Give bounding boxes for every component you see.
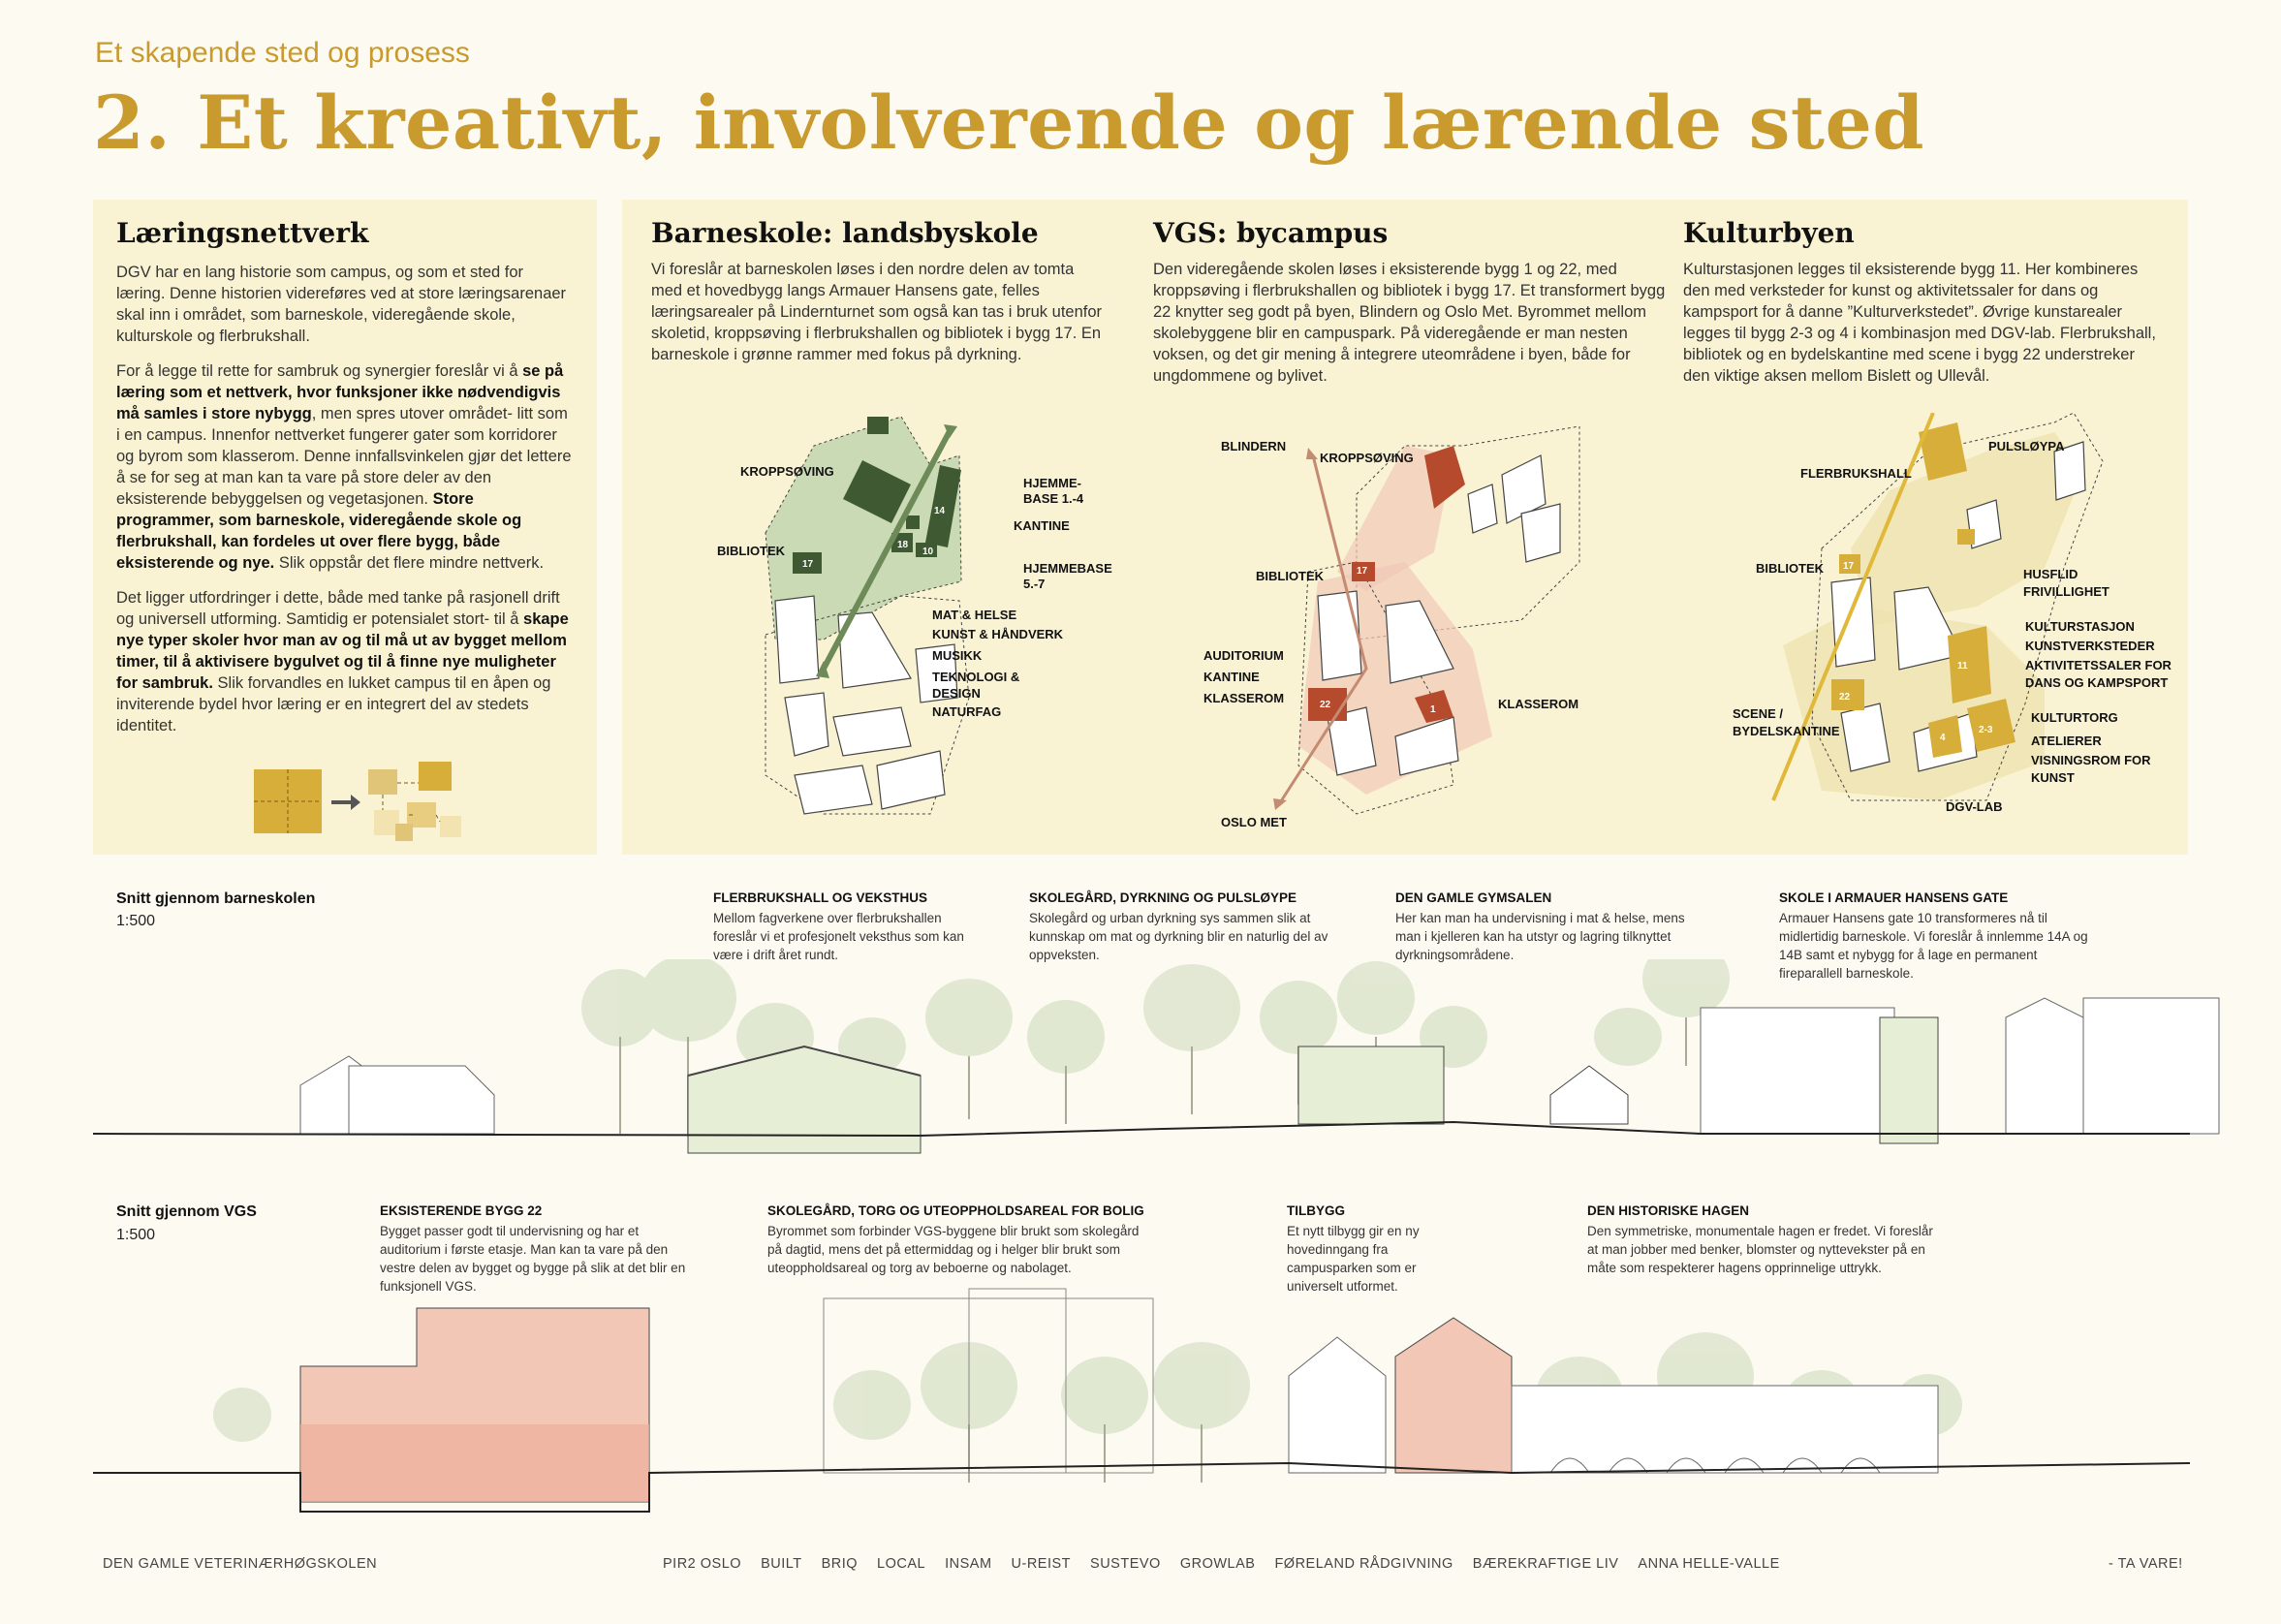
partner-name: GROWLAB <box>1179 1556 1256 1572</box>
partner-name: FØRELAND RÅDGIVNING <box>1274 1556 1453 1572</box>
learning-network-panel <box>93 200 597 855</box>
partner-name: BÆREKRAFTIGE LIV <box>1472 1556 1619 1572</box>
kulturbyen-column <box>1683 217 2168 387</box>
partner-name: LOCAL <box>877 1556 926 1572</box>
map-label: 5.-7 <box>1023 577 1046 591</box>
learning-p1: DGV har en lang historie som campus, og som et sted for læring. Denne historien videreføres ved at store læringsarenaer skal inn i området, som barneskole, videregående skole, kulturskole og flerbrukshall. <box>116 264 567 345</box>
map-label: DANS OG KAMPSPORT <box>2025 675 2169 690</box>
section1-title: Snitt gjennom barneskolen <box>116 890 316 907</box>
map-label: KROPPSØVING <box>740 464 834 479</box>
partner-name: BUILT <box>761 1556 802 1572</box>
section2-annotation: EKSISTERENDE BYGG 22 Bygget passer godt til undervisning og har et auditorium i første etasje. Man kan ta vare på den vestre delen av bygget og bygge på slik at det blir en funksjonell VGS. <box>380 1203 686 1294</box>
page-subtitle: Et skapende sted og prosess <box>95 37 470 69</box>
section2-annotation: DEN HISTORISKE HAGEN Den symmetriske, monumentale hagen er fredet. Vi foreslår at man jobber med benker, blomster og nyttevekster på en måte som respekterer hagens opprinnelige uttrykk. <box>1587 1203 1933 1275</box>
section1-annotation: SKOLE I ARMAUER HANSENS GATE Armauer Hansens gate 10 transformeres nå til midlertidig barneskole. Vi foreslår å innlemme 14A og 14B samt et nybygg for å lage en permanent fireparallell barneskole. <box>1779 890 2088 981</box>
map-label: KULTURSTASJON <box>2025 619 2135 634</box>
map-label: DESIGN <box>932 686 981 701</box>
barneskole-text: Vi foreslår at barneskolen løses i den nordre delen av tomta med et hovedbygg langs Armauer Hansens gate, felles læringsarealer på Lindernturnet som også kan tas i bruk utenfor skoletid, kroppsøving i flerbrukshallen og bibliotek i bygg 17. En barneskole i grønne rammer med fokus på dyrkning. <box>651 261 1103 363</box>
section1-annotation: FLERBRUKSHALL OG VEKSTHUS Mellom fagverkene over flerbrukshallen foreslår vi et profesjonelt veksthus som kan være i drift året rundt. <box>713 890 964 962</box>
map-label: PULSLØYPA <box>1988 439 2065 453</box>
map-label: OSLO MET <box>1221 815 1287 829</box>
map-label: HUSFLID <box>2023 567 2078 581</box>
map-label: BYDELSKANTINE <box>1733 724 1840 738</box>
map-label: BIBLIOTEK <box>1756 561 1825 576</box>
vgs-column <box>1153 217 1676 387</box>
svg-text:17: 17 <box>1357 566 1368 577</box>
map-label: BIBLIOTEK <box>717 544 786 558</box>
svg-text:22: 22 <box>1839 692 1851 703</box>
svg-text:17: 17 <box>802 559 814 570</box>
learning-p3: Det ligger utfordringer i dette, både med tanke på rasjonell drift og universell utforming. Samtidig er potensialet stort- til å skape nye typer skoler hvor man av og til må ut av bygget mellom timer, til å aktivisere bygulvet og til å finne nye muligheter for sambruk. Slik forvandles en lukket campus til en åpen og inviterende bydel hvor læring er en integrert del av stedets identitet. <box>116 589 569 734</box>
section2-title: Snitt gjennom VGS <box>116 1203 257 1220</box>
map-label: TEKNOLOGI & <box>932 670 1020 684</box>
vgs-heading: VGS: bycampus <box>1153 217 1389 249</box>
section2-drawing <box>0 1279 2281 1531</box>
section2-scale: 1:500 <box>116 1227 156 1243</box>
svg-text:4: 4 <box>1940 733 1946 743</box>
map-label: KUNST <box>2031 770 2075 785</box>
page-title: 2. Et kreativt, involverende og lærende sted <box>93 79 1924 166</box>
footer-left: DEN GAMLE VETERINÆRHØGSKOLEN <box>103 1556 378 1572</box>
footer-right: - TA VARE! <box>2109 1556 2183 1572</box>
learning-p2: For å legge til rette for sambruk og synergier foreslår vi å se på læring som et nettverk, hvor funksjoner ikke nødvendigvis må samles i store nybygg, men spres utover området- litt som i en campus. Innenfor nettverket fungerer gater som korridorer og byrom som klasserom. Denne innfallsvinkelen gjør det lettere å se for seg at man kan ta vare på store deler av den eksisterende bebyggelsen og vegetasjonen. Store programmer, som barneskole, videregående skole og flerbrukshall, kan fordeles ut over flere bygg, både eksisterende og nye. Slik oppstår det flere mindre nettverk. <box>116 362 572 572</box>
partner-name: ANNA HELLE-VALLE <box>1638 1556 1780 1572</box>
map-label: KROPPSØVING <box>1320 451 1414 465</box>
partner-name: U-REIST <box>1011 1556 1072 1572</box>
map-label: ATELIERER <box>2031 734 2102 748</box>
barneskole-map <box>707 407 1114 833</box>
learning-network-text <box>116 262 576 736</box>
partner-name: INSAM <box>945 1556 992 1572</box>
map-label: HJEMME- <box>1023 476 1081 490</box>
map-label: FLERBRUKSHALL <box>1800 466 1912 481</box>
section2-annotation: SKOLEGÅRD, TORG OG UTEOPPHOLDSAREAL FOR BOLIG Byrommet som forbinder VGS-byggene blir brukt som skolegård på dagtid, mens det på ettermiddag og i helger blir brukt som uteoppholdsareal og torg av beboerne og nabolaget. <box>767 1203 1144 1275</box>
svg-text:1: 1 <box>1430 704 1436 715</box>
kulturbyen-map <box>1733 413 2172 820</box>
map-label: KULTURTORG <box>2031 710 2118 725</box>
partner-name: SUSTEVO <box>1090 1556 1161 1572</box>
kulturbyen-text: Kulturstasjonen legges til eksisterende bygg 11. Her kombineres den med verksteder for kunst og aktivitetssaler for dans og kampsport for å danne ”Kulturverkstedet”. Øvrige kunstarealer legges til bygg 2-3 og 4 i kombinasjon med DGV-lab. Flerbrukshall, bibliotek og en bydelskantine med scene i bygg 22 understreker den viktige aksen mellom Bislett og Ullevål. <box>1683 261 2156 385</box>
map-label: KLASSEROM <box>1498 697 1579 711</box>
section1-scale: 1:500 <box>116 913 156 929</box>
partner-name: PIR2 OSLO <box>663 1556 742 1572</box>
map-label: KANTINE <box>1203 670 1260 684</box>
svg-text:22: 22 <box>1320 700 1331 710</box>
section1-drawing <box>0 959 2281 1182</box>
map-label: KANTINE <box>1014 518 1070 533</box>
map-label: DGV-LAB <box>1946 799 2003 814</box>
partner-list <box>663 1556 1780 1572</box>
svg-text:11: 11 <box>1957 661 1968 671</box>
map-label: KUNSTVERKSTEDER <box>2025 639 2155 653</box>
map-label: BLINDERN <box>1221 439 1287 453</box>
kulturbyen-heading: Kulturbyen <box>1683 217 1855 249</box>
svg-text:17: 17 <box>1843 561 1855 572</box>
vgs-text: Den videregående skolen løses i eksisterende bygg 1 og 22, med kroppsøving i flerbrukshallen og bibliotek i bygg 17. Et transformert bygg 22 knytter seg godt på byen, Blindern og Oslo Met. Byrommet mellom skolebyggene blir en campuspark. På videregående er man nesten voksen, og det gir mening å integrere uteområdene i byen, både for ungdommene og bylivet. <box>1153 261 1666 385</box>
section1-annotation: SKOLEGÅRD, DYRKNING OG PULSLØYPE Skolegård og urban dyrkning sys sammen slik at kunnskap om mat og dyrkning blir en naturlig del av oppveksten. <box>1029 890 1328 962</box>
map-label: AUDITORIUM <box>1203 648 1284 663</box>
map-label: VISNINGSROM FOR <box>2031 753 2151 767</box>
map-label: KUNST & HÅNDVERK <box>932 627 1064 641</box>
barneskole-column <box>651 217 1107 365</box>
vgs-map <box>1203 426 1599 833</box>
map-label: AKTIVITETSSALER FOR <box>2025 658 2172 672</box>
barneskole-heading: Barneskole: landsbyskole <box>651 217 1039 249</box>
learning-network-heading: Læringsnettverk <box>116 217 369 249</box>
map-label: BIBLIOTEK <box>1256 569 1325 583</box>
map-label: FRIVILLIGHET <box>2023 584 2109 599</box>
section1-annotation: DEN GAMLE GYMSALEN Her kan man ha undervisning i mat & helse, mens man i kjelleren kan ha utstyr og lagring tilknyttet dyrkningsområdene. <box>1395 890 1685 962</box>
svg-text:18: 18 <box>897 540 909 550</box>
svg-text:2-3: 2-3 <box>1979 725 1993 735</box>
map-label: MAT & HELSE <box>932 608 1017 622</box>
map-label: KLASSEROM <box>1203 691 1285 705</box>
network-diagram-icon <box>254 762 467 849</box>
map-label: HJEMMEBASE <box>1023 561 1112 576</box>
svg-text:10: 10 <box>922 547 934 557</box>
map-label: MUSIKK <box>932 648 983 663</box>
map-label: BASE 1.-4 <box>1023 491 1084 506</box>
map-label: SCENE / <box>1733 706 1784 721</box>
map-label: NATURFAG <box>932 704 1002 719</box>
partner-name: BRIQ <box>821 1556 859 1572</box>
svg-text:14: 14 <box>934 506 946 516</box>
section2-annotation: TILBYGG Et nytt tilbygg gir en ny hovedinngang fra campusparken som er universelt utformet. <box>1287 1203 1420 1294</box>
